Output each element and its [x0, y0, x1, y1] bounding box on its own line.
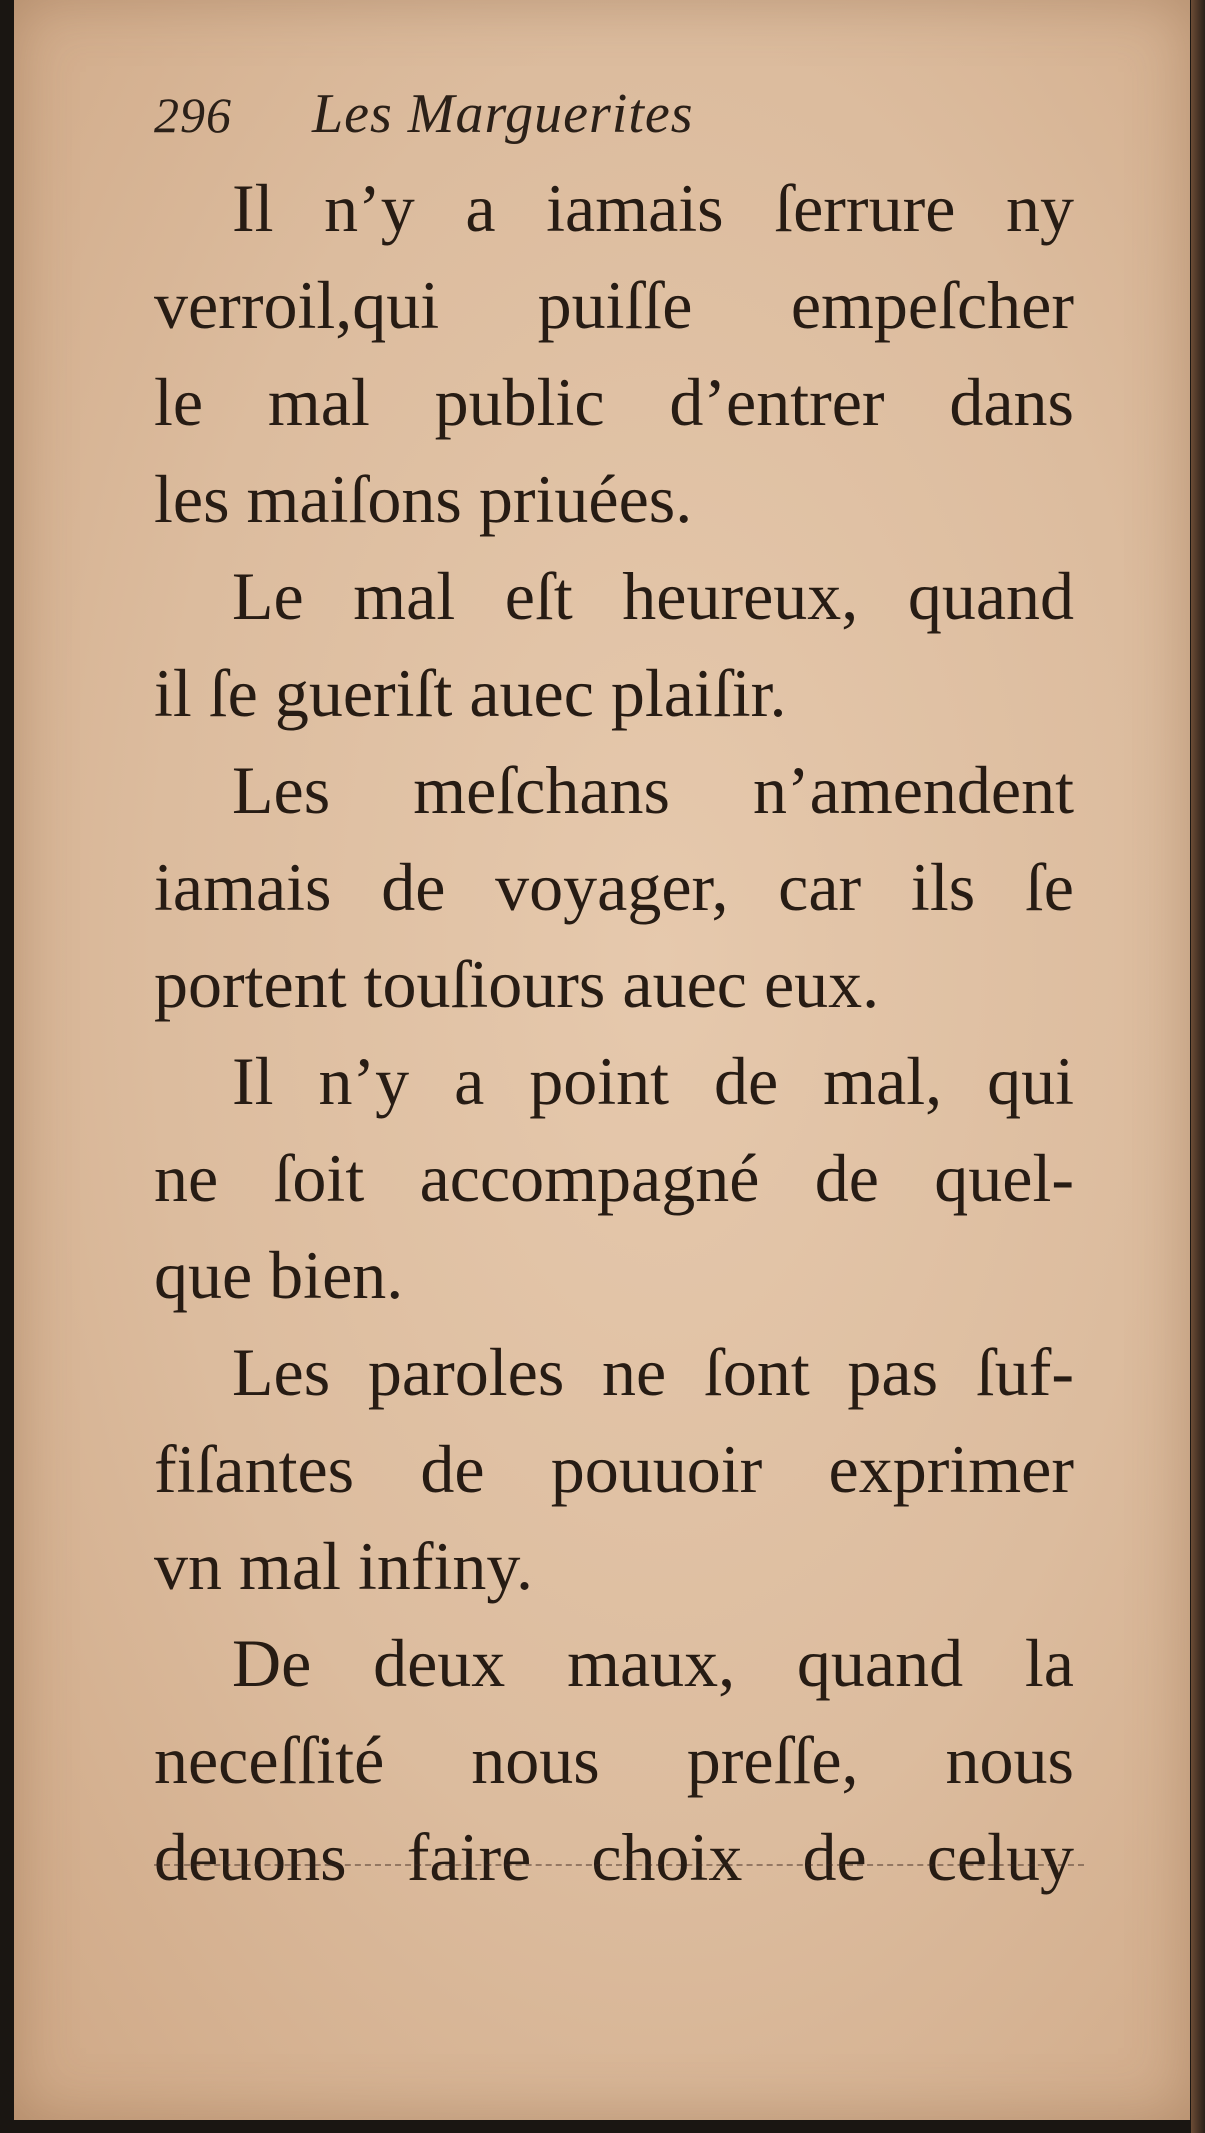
maxim-paragraph [154, 1615, 1074, 1906]
text-line: Il n’y a iamais ſerrure ny [232, 170, 1074, 246]
maxim-paragraph [154, 1033, 1074, 1324]
maxim-paragraph [154, 160, 1074, 548]
maxim-paragraph [154, 1324, 1074, 1615]
text-line: fiſantes de pouuoir exprimer [154, 1431, 1074, 1507]
page-header [154, 82, 694, 146]
text-line: Le mal eſt heureux, quand [232, 558, 1074, 634]
text-line: deuons faire choix de celuy [154, 1819, 1074, 1895]
text-line: verroil,qui puiſſe empeſcher [154, 267, 1074, 343]
book-page [14, 0, 1190, 2120]
body-text [154, 160, 1074, 1906]
book-gutter-shadow [1191, 0, 1205, 2133]
bottom-dashed-rule [154, 1864, 1084, 1866]
text-line: vn mal infiny. [154, 1528, 533, 1604]
text-line: ne ſoit accompagné de quel- [154, 1140, 1074, 1216]
text-line: que bien. [154, 1237, 404, 1313]
text-line: portent touſiours auec eux. [154, 946, 880, 1022]
text-line: Les meſchans n’amendent [232, 752, 1074, 828]
text-line: les maiſons priuées. [154, 461, 693, 537]
page-number: 296 [154, 87, 232, 143]
maxim-paragraph [154, 742, 1074, 1033]
running-title: Les Marguerites [312, 83, 694, 145]
text-line: De deux maux, quand la [232, 1625, 1074, 1701]
maxim-paragraph [154, 548, 1074, 742]
text-line: le mal public d’entrer dans [154, 364, 1074, 440]
text-line: Les paroles ne ſont pas ſuf- [232, 1334, 1074, 1410]
text-line: neceſſité nous preſſe, nous [154, 1722, 1074, 1798]
text-line: iamais de voyager, car ils ſe [154, 849, 1074, 925]
text-line: il ſe gueriſt auec plaiſir. [154, 655, 787, 731]
text-line: Il n’y a point de mal, qui [232, 1043, 1074, 1119]
